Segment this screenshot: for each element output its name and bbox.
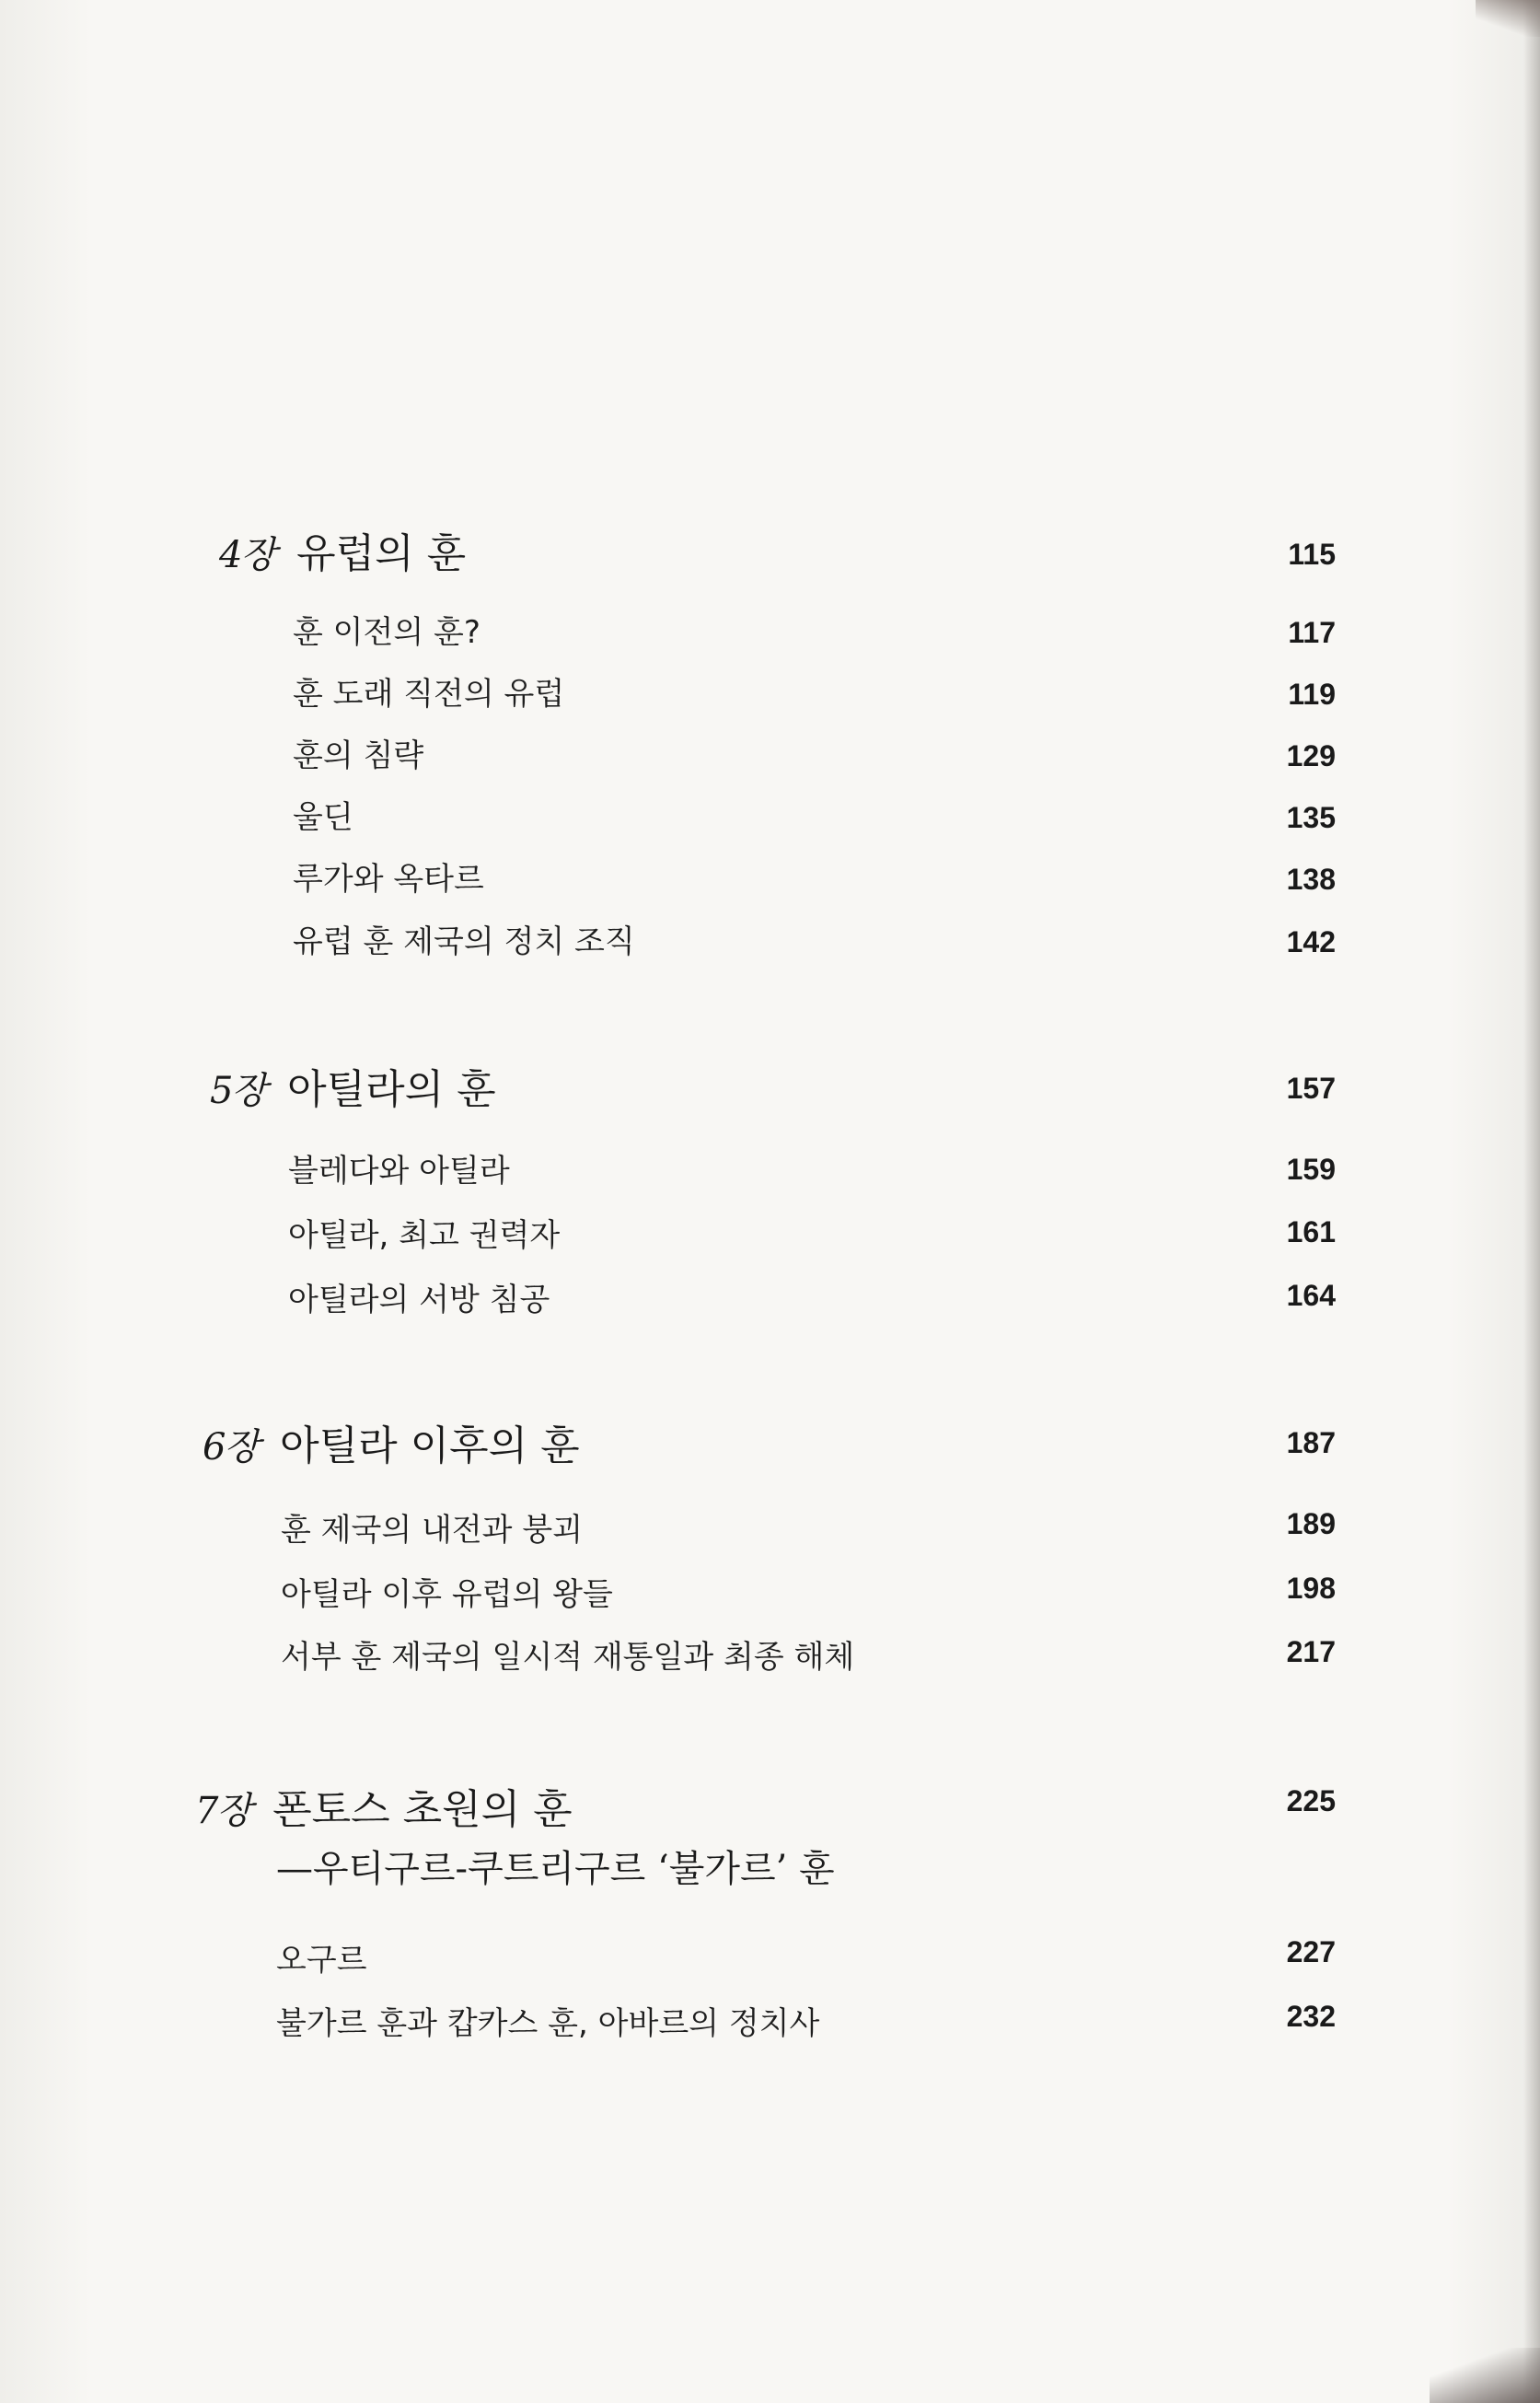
section-title: 불가르 훈과 캅카스 훈, 아바르의 정치사	[276, 2005, 820, 2042]
chapter-heading	[210, 1066, 496, 1115]
section-page-number: 232	[1286, 2000, 1336, 2033]
page-corner-bottom	[1430, 2348, 1540, 2403]
section-title: 아틸라, 최고 권력자	[288, 1217, 561, 1254]
page-corner-top	[1476, 0, 1540, 37]
chapter-page-number: 157	[1286, 1072, 1336, 1105]
chapter-page-number: 225	[1286, 1784, 1336, 1817]
section-page-number: 142	[1286, 925, 1336, 958]
section-title: 훈의 침략	[293, 737, 424, 774]
section-page-number: 138	[1286, 863, 1336, 896]
section-title: 아틸라 이후 유럽의 왕들	[281, 1576, 613, 1613]
chapter-title: 폰토스 초원의 훈	[272, 1786, 573, 1833]
section-title: 아틸라의 서방 침공	[288, 1282, 550, 1318]
chapter-heading	[195, 1786, 573, 1835]
section-page-number: 117	[1288, 616, 1336, 649]
chapter-number: 5장	[210, 1070, 266, 1112]
chapter-subtitle: —우티구르-쿠트리구르 ‘불가르’ 훈	[276, 1848, 835, 1890]
section-title: 울딘	[293, 799, 353, 836]
section-page-number: 129	[1286, 739, 1336, 772]
section-title: 훈 도래 직전의 유럽	[293, 676, 565, 713]
section-title: 훈 이전의 훈?	[293, 614, 481, 651]
chapter-title: 유럽의 훈	[296, 530, 467, 577]
section-title: 훈 제국의 내전과 붕괴	[281, 1512, 584, 1549]
section-page-number: 135	[1286, 801, 1336, 834]
section-title: 유럽 훈 제국의 정치 조직	[293, 923, 635, 960]
chapter-heading	[219, 530, 466, 579]
section-page-number: 198	[1286, 1572, 1336, 1605]
section-page-number: 217	[1286, 1635, 1336, 1668]
chapter-page-number: 115	[1288, 538, 1336, 571]
section-title: 블레다와 아틸라	[288, 1153, 510, 1190]
chapter-heading	[203, 1422, 580, 1471]
chapter-number: 7장	[195, 1790, 251, 1832]
section-title: 루가와 옥타르	[293, 861, 484, 898]
chapter-title: 아틸라 이후의 훈	[280, 1422, 580, 1469]
section-page-number: 164	[1286, 1279, 1336, 1312]
chapter-number: 6장	[203, 1426, 259, 1468]
section-title: 오구르	[276, 1942, 367, 1979]
chapter-number: 4장	[219, 534, 275, 576]
page-edge-shadow	[1523, 0, 1540, 2403]
section-page-number: 159	[1286, 1153, 1336, 1186]
section-page-number: 119	[1288, 678, 1336, 711]
section-page-number: 189	[1286, 1507, 1336, 1540]
section-title: 서부 훈 제국의 일시적 재통일과 최종 해체	[281, 1639, 855, 1676]
chapter-page-number: 187	[1286, 1426, 1336, 1459]
section-page-number: 227	[1286, 1935, 1336, 1968]
section-page-number: 161	[1286, 1215, 1336, 1248]
chapter-title: 아틸라의 훈	[287, 1066, 496, 1113]
